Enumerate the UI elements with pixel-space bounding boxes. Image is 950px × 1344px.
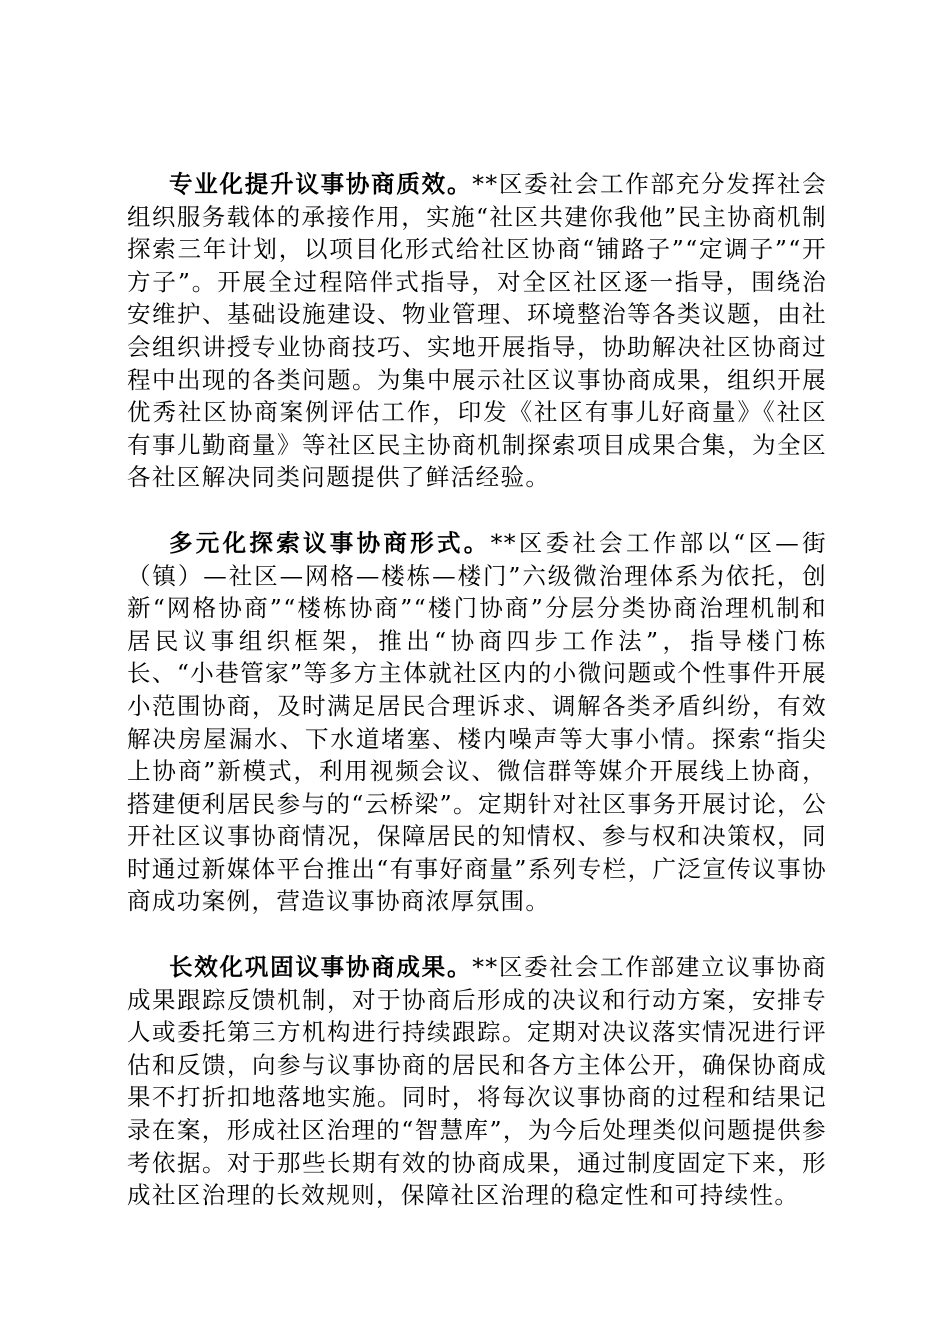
- document-page: [127, 168, 827, 1212]
- paragraph-long-term: [127, 951, 827, 1212]
- paragraph-body: **区委社会工作部充分发挥社会组织服务载体的承接作用，实施“社区共建你我他”民主协商机制探索三年计划，以项目化形式给社区协商“铺路子”“定调子”“开方子”。开展全过程陪伴式指导，对全区社区逐一指导，围绕治安维护、基础设施建设、物业管理、环境整治等各类议题，由社会组织讲授专业协商技巧、实地开展指导，协助解决社区协商过程中出现的各类问题。为集中展示社区议事协商成果，组织开展优秀社区协商案例评估工作，印发《社区有事儿好商量》《社区有事儿勤商量》等社区民主协商机制探索项目成果合集，为全区各社区解决同类问题提供了鲜活经验。: [127, 170, 827, 492]
- paragraph-body: **区委社会工作部建立议事协商成果跟踪反馈机制，对于协商后形成的决议和行动方案，安排专人或委托第三方机构进行持续跟踪。定期对决议落实情况进行评估和反馈，向参与议事协商的居民和各方主体公开，确保协商成果不打折扣地落地实施。同时，将每次议事协商的过程和结果记录在案，形成社区治理的“智慧库”，为今后处理类似问题提供参考依据。对于那些长期有效的协商成果，通过制度固定下来，形成社区治理的长效规则，保障社区治理的稳定性和可持续性。: [127, 953, 827, 1210]
- paragraph-heading: 多元化探索议事协商形式。: [169, 528, 491, 557]
- paragraph-body: **区委社会工作部以“区—街（镇）—社区—网格—楼栋—楼门”六级微治理体系为依托，创新“网格协商”“楼栋协商”“楼门协商”分层分类协商治理机制和居民议事组织框架，推出“协商四步工作法”，指导楼门栋长、“小巷管家”等多方主体就社区内的小微问题或个性事件开展小范围协商，及时满足居民合理诉求、调解各类矛盾纠纷，有效解决房屋漏水、下水道堵塞、楼内噪声等大事小情。探索“指尖上协商”新模式，利用视频会议、微信群等媒介开展线上协商，搭建便利居民参与的“云桥梁”。定期针对社区事务开展讨论，公开社区议事协商情况，保障居民的知情权、参与权和决策权，同时通过新媒体平台推出“有事好商量”系列专栏，广泛宣传议事协商成功案例，营造议事协商浓厚氛围。: [127, 528, 827, 916]
- paragraph-heading: 长效化巩固议事协商成果。: [169, 953, 473, 982]
- paragraph-diversification: [127, 527, 827, 918]
- paragraph-heading: 专业化提升议事协商质效。: [169, 170, 473, 198]
- paragraph-professionalization: [127, 168, 827, 494]
